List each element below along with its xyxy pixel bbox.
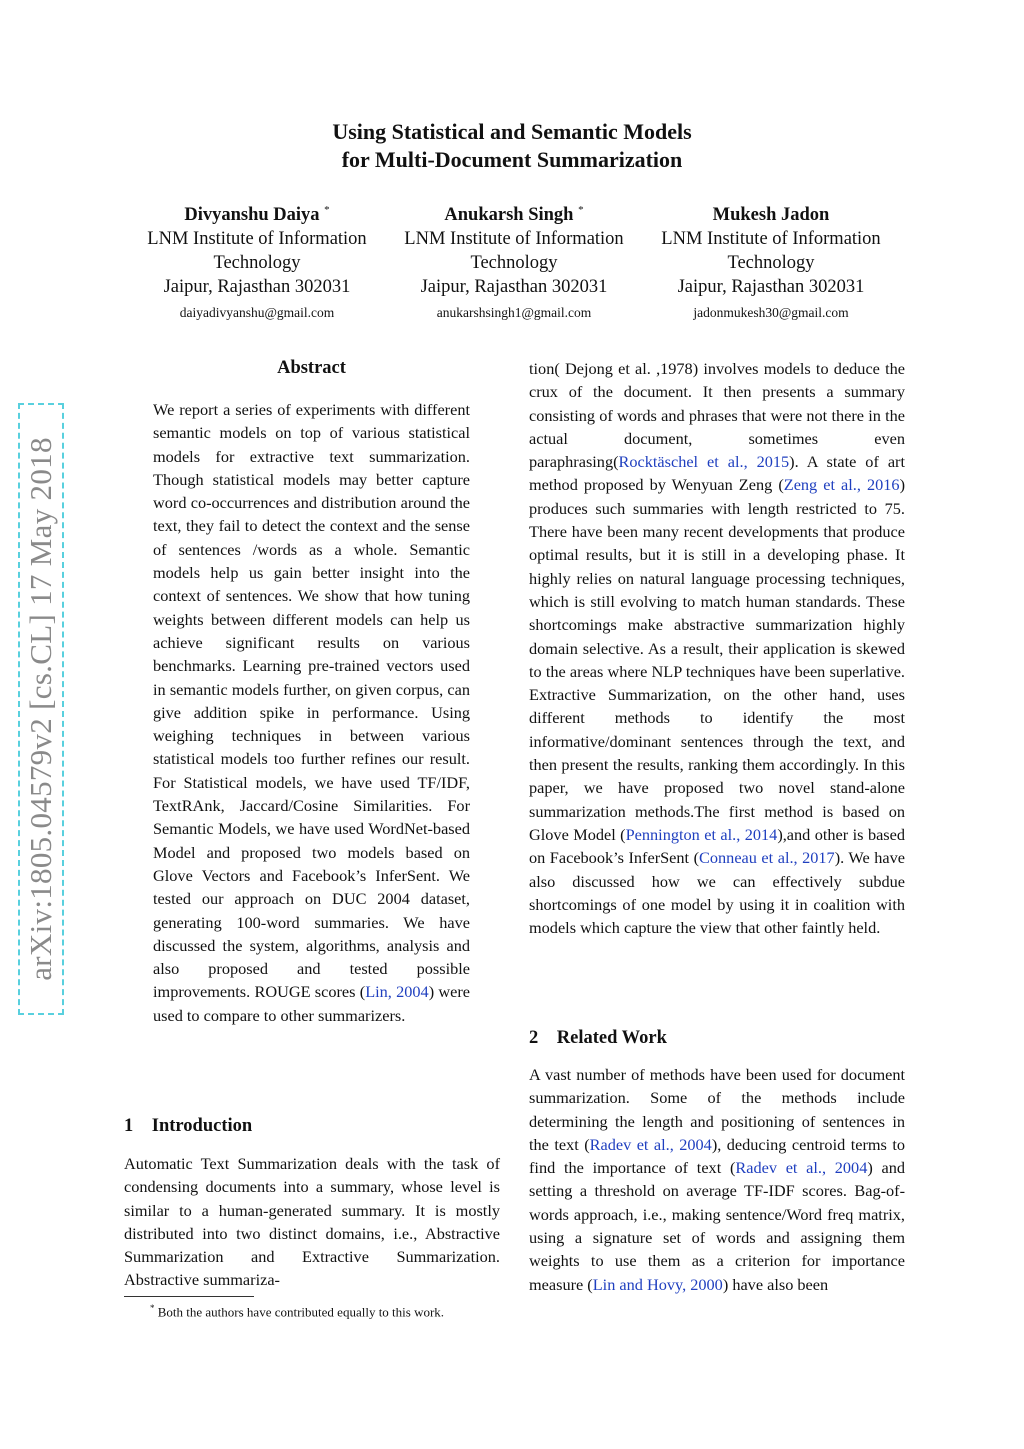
author-name: Mukesh Jadon bbox=[712, 205, 830, 226]
introduction-heading: 1 Introduction bbox=[124, 1116, 253, 1136]
author-block-3 bbox=[641, 198, 901, 325]
citation-link[interactable]: Conneau et al., 2017 bbox=[699, 848, 835, 868]
author-institute: LNM Institute of Information bbox=[661, 229, 881, 250]
citation-link[interactable]: Pennington et al., 2014 bbox=[625, 824, 778, 844]
author-email[interactable]: daiyadivyanshu@gmail.com bbox=[179, 305, 335, 321]
arxiv-id: arXiv:1805.04579v2 [cs.CL] 17 May 2018 bbox=[23, 437, 58, 981]
related-work-text: A vast number of methods have been used for document summarization. Some of the methods include determining the length and positioning of sentences in the text (Radev et al., 2004), deducing centroid terms to find the importance of text (Radev et al., 2004) and setting a threshold on average TF-IDF scores. Bag-of-words approach, i.e., making sentence/Word freq matrix, using a signature set of words and assigning them weights to use them as a criterion for importance measure (Lin and Hovy, 2000) have also been bbox=[529, 1065, 905, 1294]
author-address: Jaipur, Rajasthan 302031 bbox=[420, 277, 608, 298]
abstract-heading: Abstract bbox=[277, 358, 346, 378]
arxiv-stamp bbox=[18, 403, 64, 1015]
citation-link[interactable]: Radev et al., 2004 bbox=[735, 1158, 868, 1178]
introduction-continued-text: tion( Dejong et al. ,1978) involves models to deduce the crux of the document. It then presents a summary consisting of words and phrases that were not there in the actual document, sometimes even paraphrasing(Rocktäschel et al., 2015). A state of art method proposed by Wenyuan Zeng (Zeng et al., 2016) produces such summaries with length restricted to 75. There have been many recent developments that produce optimal results, but it is still in a developing phase. It highly relies on natural language processing techniques, which is still evolving to match human standards. These shortcomings make abstractive summarization highly domain selective. As a result, their application is skewed to the areas where NLP techniques have been superlative. Extractive Summarization, on the other hand, uses different methods to identify the most informative/dominant sentences through the text, and then present the results, ranking them accordingly. In this paper, we have proposed two novel stand-alone summarization methods.The first method is based on Glove Model (Pennington et al., 2014),and other is based on Facebook’s InferSent (Conneau et al., 2017). We have also discussed how we can effectively subdue shortcomings of one model by using it in coalition with models which capture the view that other faintly held. bbox=[529, 359, 906, 938]
paper-title-line-2: for Multi-Document Summarization bbox=[341, 147, 683, 172]
abstract-text: We report a series of experiments with different semantic models on top of various statistical models for extractive text summarization. Though statistical models may better capture word co-occurrences and distribution around the text, they fail to detect the context and the sense of sentences /words as a whole. Semantic models help us gain better insight into the context of sentences. We show that how tuning weights between different models can help us achieve significant results on various benchmarks. Learning pre-trained vectors used in semantic models further, on given corpus, can give addition spike in performance. Using weighing techniques in between various statistical models too further refines our result. For Statistical models, we have used TF/IDF, TextRAnk, Jaccard/Cosine Similarities. For Semantic Models, we have used WordNet-based Model and proposed two models based on Glove Vectors and Facebook’s InferSent. We tested our approach on DUC 2004 dataset, generating 100-word summaries. We have discussed the system, algorithms, analysis and also proposed and tested possible improvements. ROUGE scores (Lin, 2004) were used to compare to other summarizers. bbox=[153, 400, 470, 1025]
author-block-1 bbox=[127, 198, 387, 325]
author-address: Jaipur, Rajasthan 302031 bbox=[163, 277, 351, 298]
author-email[interactable]: jadonmukesh30@gmail.com bbox=[693, 305, 849, 321]
author-institute: Technology bbox=[213, 253, 301, 274]
author-block-2 bbox=[384, 198, 644, 325]
footnote: * Both the authors have contributed equally to this work. bbox=[150, 1303, 445, 1320]
author-institute: LNM Institute of Information bbox=[147, 229, 367, 250]
footnote-rule bbox=[124, 1296, 254, 1297]
author-email[interactable]: anukarshsingh1@gmail.com bbox=[436, 305, 592, 321]
paper-title-line-1: Using Statistical and Semantic Models bbox=[332, 119, 692, 144]
author-name: Divyanshu Daiya * bbox=[184, 204, 330, 226]
related-work-heading: 2 Related Work bbox=[529, 1028, 667, 1048]
author-name: Anukarsh Singh * bbox=[444, 204, 584, 226]
author-institute: Technology bbox=[727, 253, 815, 274]
citation-link[interactable]: Radev et al., 2004 bbox=[589, 1134, 712, 1154]
author-address: Jaipur, Rajasthan 302031 bbox=[677, 277, 865, 298]
citation-link[interactable]: Zeng et al., 2016 bbox=[783, 475, 900, 495]
author-institute: Technology bbox=[470, 253, 558, 274]
author-institute: LNM Institute of Information bbox=[404, 229, 624, 250]
citation-link[interactable]: Lin, 2004 bbox=[365, 982, 429, 1002]
citation-link[interactable]: Rocktäschel et al., 2015 bbox=[618, 452, 790, 472]
introduction-text: Automatic Text Summarization deals with the task of condensing documents into a summary, whose level is similar to a human-generated summary. It is mostly distributed into two distinct domains, i.e., Abstractive Summarization and Extractive Summarization. Abstractive summariza- bbox=[124, 1154, 500, 1290]
citation-link[interactable]: Lin and Hovy, 2000 bbox=[592, 1274, 723, 1294]
